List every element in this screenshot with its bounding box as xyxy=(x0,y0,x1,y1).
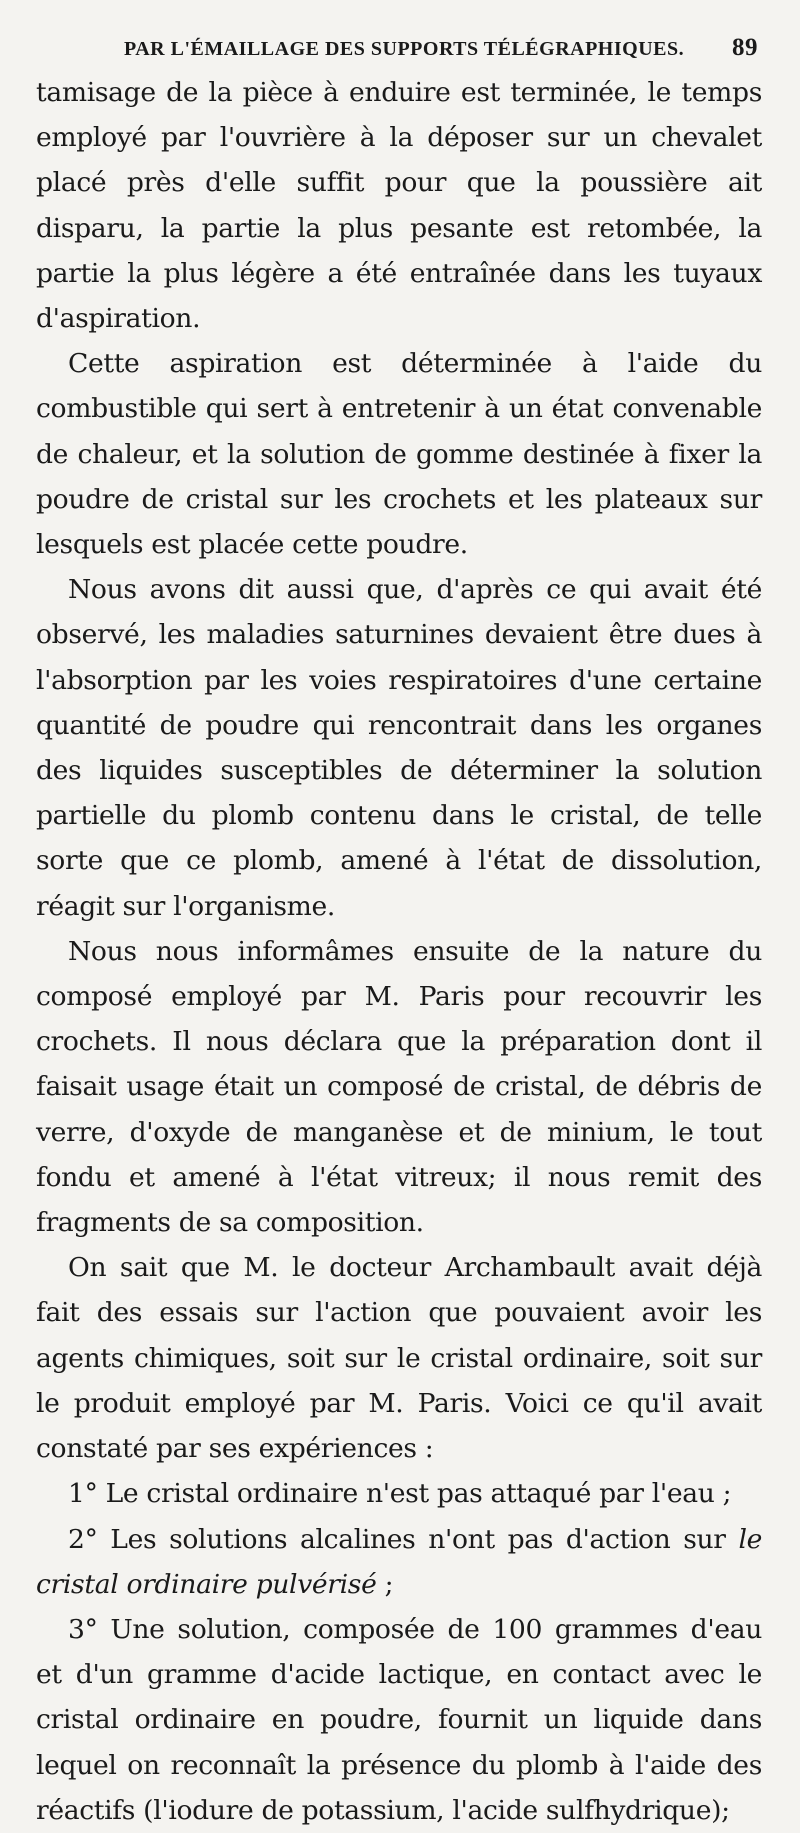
paragraph-1: tamisage de la pièce à enduire est terminée, le temps employé par l'ouvrière à la déposer sur un chevalet placé près d'elle suffit pour que la poussière ait disparu, la partie la plus pesante est retombée, la partie la plus légère a été entraînée dans les tuyaux d'aspiration. xyxy=(36,77,762,335)
list-item-2-text: 2° Les solutions alcalines n'ont pas d'action sur xyxy=(68,1523,739,1555)
list-item-2-end: ; xyxy=(376,1568,394,1600)
paragraph-4: Nous nous informâmes ensuite de la nature du composé employé par M. Paris pour recouvrir les crochets. Il nous déclara que la préparation dont il faisait usage était un composé de cristal, de débris de verre, d'oxyde de manganèse et de minium, le tout fondu et amené à l'état vitreux; il nous remit des fragments de sa composition. xyxy=(36,935,762,1239)
paragraph-2: Cette aspiration est déterminée à l'aide du combustible qui sert à entretenir à un état convenable de chaleur, et la solution de gomme destinée à fixer la poudre de cristal sur les crochets et les plateaux sur lesquels est placée cette poudre. xyxy=(36,348,762,561)
book-page xyxy=(36,32,762,1833)
list-item-2-italic: le cristal ordinaire pulvérisé xyxy=(36,1523,762,1600)
page-number: 89 xyxy=(732,34,758,61)
page-header xyxy=(36,32,762,70)
running-title: PAR L'ÉMAILLAGE DES SUPPORTS TÉLÉGRAPHIQUES. xyxy=(124,38,685,60)
list-item-3: 3° Une solution, composée de 100 grammes d'eau et d'un gramme d'acide lactique, en contact avec le cristal ordinaire en poudre, fournit un liquide dans lequel on reconnaît la présence du plomb à l'aide des réactifs (l'iodure de potassium, l'acide sulfhydrique); xyxy=(36,1613,762,1826)
list-item-1: 1° Le cristal ordinaire n'est pas attaqué par l'eau ; xyxy=(68,1478,732,1510)
paragraph-3: Nous avons dit aussi que, d'après ce qui avait été observé, les maladies saturnines devaient être dues à l'absorption par les voies respiratoires d'une certaine quantité de poudre qui rencontrait dans les organes des liquides susceptibles de déterminer la solution partielle du plomb contenu dans le cristal, de telle sorte que ce plomb, amené à l'état de dissolution, réagit sur l'organisme. xyxy=(36,574,762,922)
paragraph-5: On sait que M. le docteur Archambault avait déjà fait des essais sur l'action que pouvaient avoir les agents chimiques, soit sur le cristal ordinaire, soit sur le produit employé par M. Paris. Voici ce qu'il avait constaté par ses expériences : xyxy=(36,1252,762,1465)
list-item-2 xyxy=(36,1517,762,1607)
